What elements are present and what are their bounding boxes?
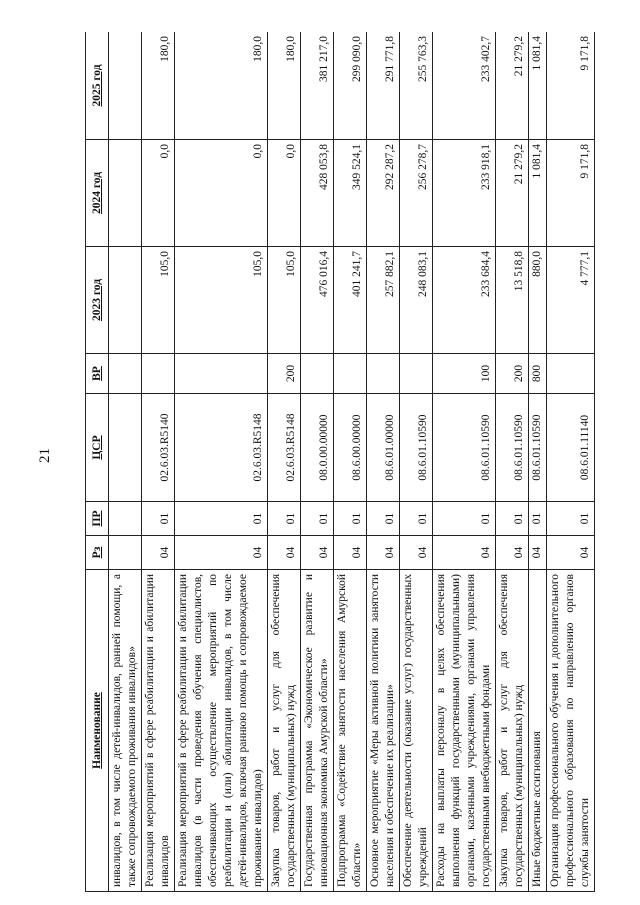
row-2025: 21 279,2 (496, 32, 529, 140)
header-2024: 2024 год (86, 140, 109, 247)
row-2023: 105,0 (142, 247, 175, 354)
row-2024: 0,0 (142, 140, 175, 247)
row-name: инвалидов, в том числе детей-инвалидов, ранней помощи, а также сопровождаемого проживания инвалидов» (109, 570, 142, 892)
row-2024: 256 278,7 (400, 140, 433, 247)
row-name: Государственная программа «Экономическое развитие и инновационная экономика Амурской области» (301, 570, 334, 892)
row-rz: 04 (301, 536, 334, 570)
row-rz: 04 (268, 536, 301, 570)
row-csr: 08.6.01.11140 (547, 394, 595, 502)
row-csr: 08.6.01.10590 (433, 394, 496, 502)
row-vr: 200 (268, 354, 301, 394)
row-pr: 01 (367, 502, 400, 536)
row-vr: 800 (529, 354, 547, 394)
row-vr (367, 354, 400, 394)
row-2023: 257 882,1 (367, 247, 400, 354)
row-vr (109, 354, 142, 394)
row-name: Иные бюджетные ассигнования (529, 570, 547, 892)
header-row (86, 32, 109, 892)
header-rz: Рз (86, 536, 109, 570)
row-2024: 1 081,4 (529, 140, 547, 247)
row-rz: 04 (400, 536, 433, 570)
row-2023: 13 518,8 (496, 247, 529, 354)
header-name: Наименование (86, 570, 109, 892)
table-row (496, 32, 529, 892)
table-row (142, 32, 175, 892)
row-2025: 381 217,0 (301, 32, 334, 140)
row-2024: 428 053,8 (301, 140, 334, 247)
row-name: Реализация мероприятий в сфере реабилитации и абилитации инвалидов (в части проведения обучения специалистов, обеспечивающих осуществление мероприятий по реабилитации и (или) абилитации инвалидов, в том числе детей-инвалидов, включая раннюю помощь и сопровождаемое проживание инвалидов) (175, 570, 268, 892)
row-pr: 01 (334, 502, 367, 536)
row-csr: 08.6.01.10590 (400, 394, 433, 502)
header-2025: 2025 год (86, 32, 109, 140)
table-row (547, 32, 595, 892)
row-rz (109, 536, 142, 570)
row-pr (109, 502, 142, 536)
row-pr: 01 (496, 502, 529, 536)
rotated-table-area (85, 32, 640, 892)
table-row (109, 32, 142, 892)
row-2023: 401 241,7 (334, 247, 367, 354)
row-2024 (109, 140, 142, 247)
table-row (301, 32, 334, 892)
row-pr: 01 (547, 502, 595, 536)
row-2023: 105,0 (268, 247, 301, 354)
row-2025: 9 171,8 (547, 32, 595, 140)
row-name: Закупка товаров, работ и услуг для обеспечения государственных (муниципальных) нужд (496, 570, 529, 892)
row-pr: 01 (142, 502, 175, 536)
row-vr (142, 354, 175, 394)
row-2025: 233 402,7 (433, 32, 496, 140)
row-csr: 08.6.01.10590 (529, 394, 547, 502)
table-row (433, 32, 496, 892)
table-row (400, 32, 433, 892)
row-rz: 04 (496, 536, 529, 570)
row-name: Закупка товаров, работ и услуг для обеспечения государственных (муниципальных) нужд (268, 570, 301, 892)
row-2025: 180,0 (175, 32, 268, 140)
row-2025 (109, 32, 142, 140)
row-2023 (109, 247, 142, 354)
row-rz: 04 (433, 536, 496, 570)
row-csr: 08.0.00.00000 (301, 394, 334, 502)
row-pr: 01 (268, 502, 301, 536)
row-rz: 04 (175, 536, 268, 570)
row-vr (400, 354, 433, 394)
row-vr (301, 354, 334, 394)
row-2024: 292 287,2 (367, 140, 400, 247)
header-pr: ПР (86, 502, 109, 536)
row-csr: 08.6.01.10590 (496, 394, 529, 502)
row-name: Подпрограмма «Содействие занятости населения Амурской области» (334, 570, 367, 892)
row-2024: 233 918,1 (433, 140, 496, 247)
row-2024: 0,0 (268, 140, 301, 247)
row-2025: 255 763,3 (400, 32, 433, 140)
header-vr: ВР (86, 354, 109, 394)
row-2024: 9 171,8 (547, 140, 595, 247)
row-2025: 299 090,0 (334, 32, 367, 140)
row-rz: 04 (529, 536, 547, 570)
row-csr: 02.6.03.R5148 (268, 394, 301, 502)
row-2025: 180,0 (142, 32, 175, 140)
row-pr: 01 (400, 502, 433, 536)
row-csr (109, 394, 142, 502)
row-vr: 100 (433, 354, 496, 394)
row-2023: 248 083,1 (400, 247, 433, 354)
row-vr (334, 354, 367, 394)
header-2023: 2023 год (86, 247, 109, 354)
row-2025: 291 771,8 (367, 32, 400, 140)
row-name: Обеспечение деятельности (оказание услуг) государственных учреждений (400, 570, 433, 892)
table-row (367, 32, 400, 892)
table-row (175, 32, 268, 892)
row-name: Организация профессионального обучения и дополнительного профессионального образования по направлению органов службы занятости (547, 570, 595, 892)
row-rz: 04 (367, 536, 400, 570)
row-vr (175, 354, 268, 394)
table-row (334, 32, 367, 892)
row-pr: 01 (433, 502, 496, 536)
table-row (529, 32, 547, 892)
table-wrapper (85, 32, 640, 892)
row-pr: 01 (175, 502, 268, 536)
row-name: Расходы на выплаты персоналу в целях обеспечения выполнения функций государственными (муниципальными) органами, казенными учреждениями, органами управления государственными внебюджетными фондами (433, 570, 496, 892)
row-rz: 04 (547, 536, 595, 570)
row-2023: 880,0 (529, 247, 547, 354)
page-number: 21 (37, 448, 53, 463)
row-2023: 105,0 (175, 247, 268, 354)
budget-table (85, 32, 595, 892)
header-csr: ЦСР (86, 394, 109, 502)
row-2023: 476 016,4 (301, 247, 334, 354)
row-csr: 08.6.00.00000 (334, 394, 367, 502)
row-2025: 1 081,4 (529, 32, 547, 140)
row-vr: 200 (496, 354, 529, 394)
row-vr (547, 354, 595, 394)
row-csr: 02.6.03.R5148 (175, 394, 268, 502)
row-name: Реализация мероприятий в сфере реабилитации и абилитации инвалидов (142, 570, 175, 892)
row-rz: 04 (142, 536, 175, 570)
row-2025: 180,0 (268, 32, 301, 140)
row-2024: 21 279,2 (496, 140, 529, 247)
row-2024: 0,0 (175, 140, 268, 247)
row-rz: 04 (334, 536, 367, 570)
table-row (268, 32, 301, 892)
row-2023: 4 777,1 (547, 247, 595, 354)
row-csr: 08.6.01.00000 (367, 394, 400, 502)
row-name: Основное мероприятие «Меры активной политики занятости населения и обеспечение их реализации» (367, 570, 400, 892)
row-pr: 01 (301, 502, 334, 536)
row-2023: 233 684,4 (433, 247, 496, 354)
row-pr: 01 (529, 502, 547, 536)
row-csr: 02.6.03.R5140 (142, 394, 175, 502)
row-2024: 349 524,1 (334, 140, 367, 247)
